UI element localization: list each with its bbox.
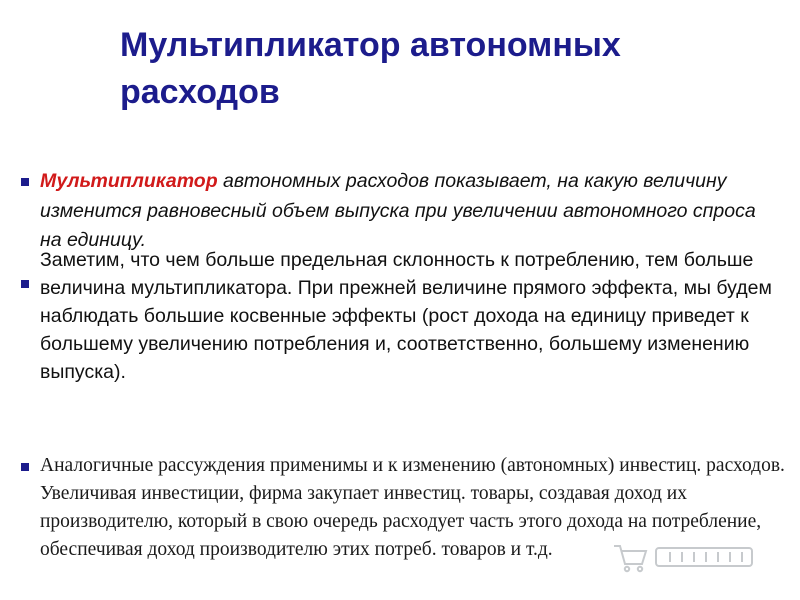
square-bullet-icon	[21, 280, 29, 288]
bullet-text: Заметим, что чем больше предельная склонность к потреблению, тем больше величина мультипликатора. При прежней величине прямого эффекта, мы будем наблюдать большие косвенные эффекты (рост дохода на единицу приведет к большему увеличению потребления и, соответственно, большему изменению выпуска).	[40, 249, 772, 383]
bullet-text	[40, 167, 780, 256]
slide-title: Мультипликатор автономных расходов	[120, 26, 621, 111]
square-bullet-icon	[21, 463, 29, 471]
bullet-text: Аналогичные рассуждения применимы и к изменению (автономных) инвестиц. расходов. Увеличивая инвестиции, фирма закупает инвестиц. товары, создавая доход их производителю, который в свою очередь расходует часть этого дохода на потребление, обеспечивая доход производителю этих потреб. товаров и т.д.	[40, 455, 785, 560]
square-bullet-icon	[21, 178, 29, 186]
definition-text: автономных расходов показывает, на какую величину изменится равновесный объем выпуска при увеличении автономного спроса на единицу.	[40, 170, 756, 251]
highlighted-term: Мультипликатор	[40, 170, 218, 192]
shopping-cart-logo-watermark-icon	[610, 540, 760, 574]
